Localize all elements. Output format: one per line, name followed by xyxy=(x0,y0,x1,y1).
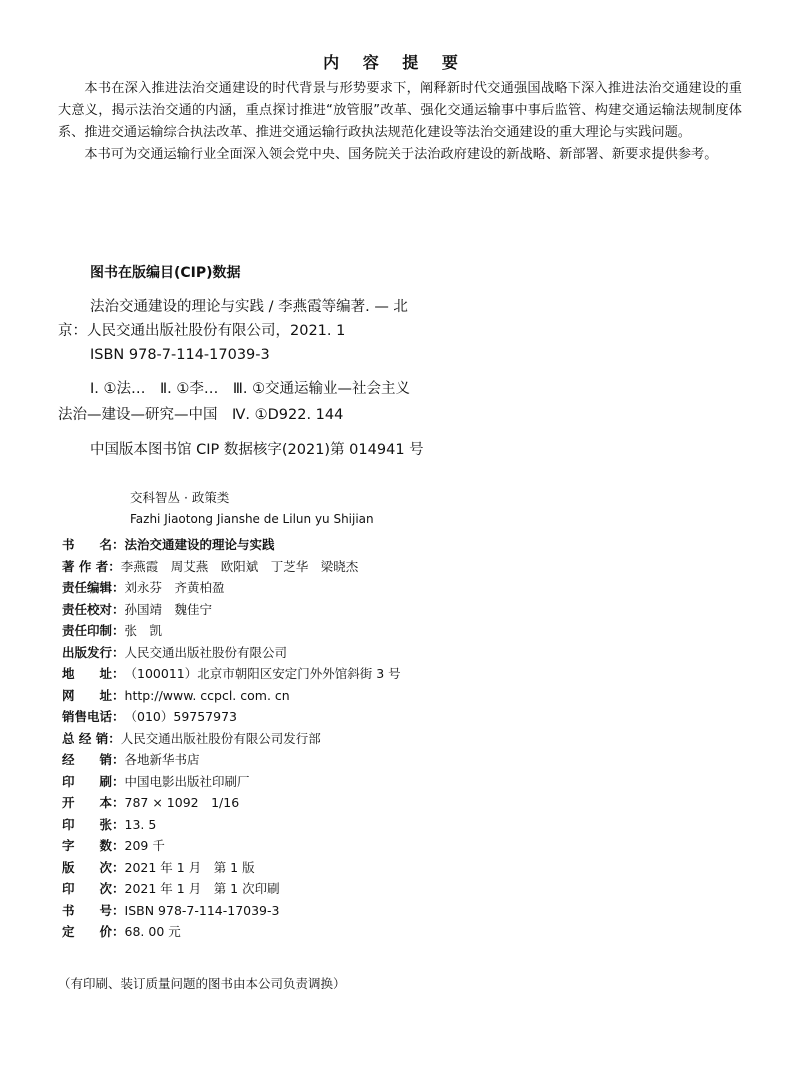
colophon-label: 责任印制： xyxy=(62,623,125,638)
summary-body xyxy=(58,78,742,166)
colophon-row xyxy=(62,795,239,811)
colophon-row xyxy=(62,903,279,919)
colophon-label: 地 址： xyxy=(62,666,125,681)
colophon-label: 书 号： xyxy=(62,902,125,918)
colophon-value: 刘永芬 齐黄柏盈 xyxy=(124,580,225,595)
colophon-value: http://www. ccpcl. com. cn xyxy=(124,687,290,703)
colophon-label: 书 名： xyxy=(62,537,125,552)
colophon-value: 2021 年 1 月 第 1 次印刷 xyxy=(124,881,280,896)
colophon-label: 版 次： xyxy=(62,859,125,875)
colophon-row xyxy=(62,688,290,704)
colophon-row xyxy=(62,817,156,833)
colophon-label: 开 本： xyxy=(62,795,125,810)
colophon-label: 责任校对： xyxy=(62,601,125,617)
colophon-value: 孙国靖 魏佳宁 xyxy=(124,601,213,617)
colophon-row xyxy=(62,709,237,725)
colophon-row xyxy=(62,752,200,768)
colophon-row xyxy=(62,623,162,639)
colophon-row xyxy=(62,731,321,747)
colophon-label: 经 销： xyxy=(62,752,125,767)
colophon-value: ISBN 978-7-114-17039-3 xyxy=(124,902,280,918)
colophon-row xyxy=(62,666,401,682)
colophon-label: 印 刷： xyxy=(62,773,125,789)
cip-line: 法治交通建设的理论与实践 / 李燕霞等编著. — 北 xyxy=(90,299,408,315)
pinyin-title: Fazhi Jiaotong Jianshe de Lilun yu Shijian xyxy=(130,512,374,526)
colophon-label: 责任编辑： xyxy=(62,580,125,595)
colophon-row xyxy=(62,645,287,661)
colophon-value: 李燕霞 周艾燕 欧阳斌 丁芝华 梁晓杰 xyxy=(120,558,359,574)
colophon-row xyxy=(62,537,275,553)
cip-line: Ⅰ. ①法… Ⅱ. ①李… Ⅲ. ①交通运输业—社会主义 xyxy=(90,381,411,397)
colophon-row xyxy=(62,580,225,596)
series-name: 交科智丛 · 政策类 xyxy=(130,490,230,505)
colophon-row xyxy=(62,774,250,790)
colophon-value: 各地新华书店 xyxy=(124,752,200,767)
colophon-label: 印 次： xyxy=(62,881,125,896)
colophon-value: 人民交通出版社股份有限公司发行部 xyxy=(120,730,321,746)
cip-line: 京：人民交通出版社股份有限公司，2021. 1 xyxy=(58,323,346,339)
cip-line: 法治—建设—研究—中国 Ⅳ. ①D922. 144 xyxy=(58,407,344,423)
colophon-value: 法治交通建设的理论与实践 xyxy=(124,537,275,552)
colophon-value: （010）59757973 xyxy=(124,709,237,724)
summary-paragraph-1: 本书在深入推进法治交通建设的时代背景与形势要求下，阐释新时代交通强国战略下深入推进法治交通建设的重大意义，揭示法治交通的内涵，重点探讨推进“放管服”改革、强化交通运输事中事后监管、构建交通运输法规制度体系、推进交通运输综合执法改革、推进交通运输行政执法规范化建设等法治交通建设的重大理论与实践问题。 xyxy=(58,81,742,140)
cip-line: 中国版本图书馆 CIP 数据核字(2021)第 014941 号 xyxy=(90,442,424,458)
summary-heading: 内 容 提 要 xyxy=(323,53,467,72)
colophon-value: 209 千 xyxy=(124,838,165,853)
colophon-value: 张 凯 xyxy=(124,623,163,638)
colophon-value: 68. 00 元 xyxy=(124,924,181,939)
cip-title: 图书在版编目(CIP)数据 xyxy=(90,265,241,281)
colophon-value: 787 × 1092 1/16 xyxy=(124,795,240,810)
colophon-row xyxy=(62,860,255,876)
colophon-label: 销售电话： xyxy=(62,709,125,724)
footnote: （有印刷、装订质量问题的图书由本公司负责调换） xyxy=(58,976,346,991)
colophon-label: 总 经 销： xyxy=(62,730,121,746)
colophon-label: 著 作 者： xyxy=(62,558,121,574)
colophon-label: 出版发行： xyxy=(62,644,125,660)
colophon-value: （100011）北京市朝阳区安定门外外馆斜街 3 号 xyxy=(124,666,401,681)
colophon-row xyxy=(62,881,280,897)
summary-paragraph-2: 本书可为交通运输行业全面深入领会党中央、国务院关于法治政府建设的新战略、新部署、新要求提供参考。 xyxy=(84,147,718,162)
cip-line: ISBN 978-7-114-17039-3 xyxy=(90,347,270,363)
colophon-row xyxy=(62,602,212,618)
colophon-label: 字 数： xyxy=(62,838,125,853)
colophon-label: 网 址： xyxy=(62,687,125,703)
colophon-row xyxy=(62,838,165,854)
colophon-row xyxy=(62,924,181,940)
colophon-value: 人民交通出版社股份有限公司 xyxy=(124,644,288,660)
colophon-value: 13. 5 xyxy=(124,816,157,832)
colophon-row xyxy=(62,559,358,575)
colophon-label: 印 张： xyxy=(62,816,125,832)
colophon-value: 中国电影出版社印刷厂 xyxy=(124,773,250,789)
colophon-label: 定 价： xyxy=(62,924,125,939)
colophon-value: 2021 年 1 月 第 1 版 xyxy=(124,859,255,875)
